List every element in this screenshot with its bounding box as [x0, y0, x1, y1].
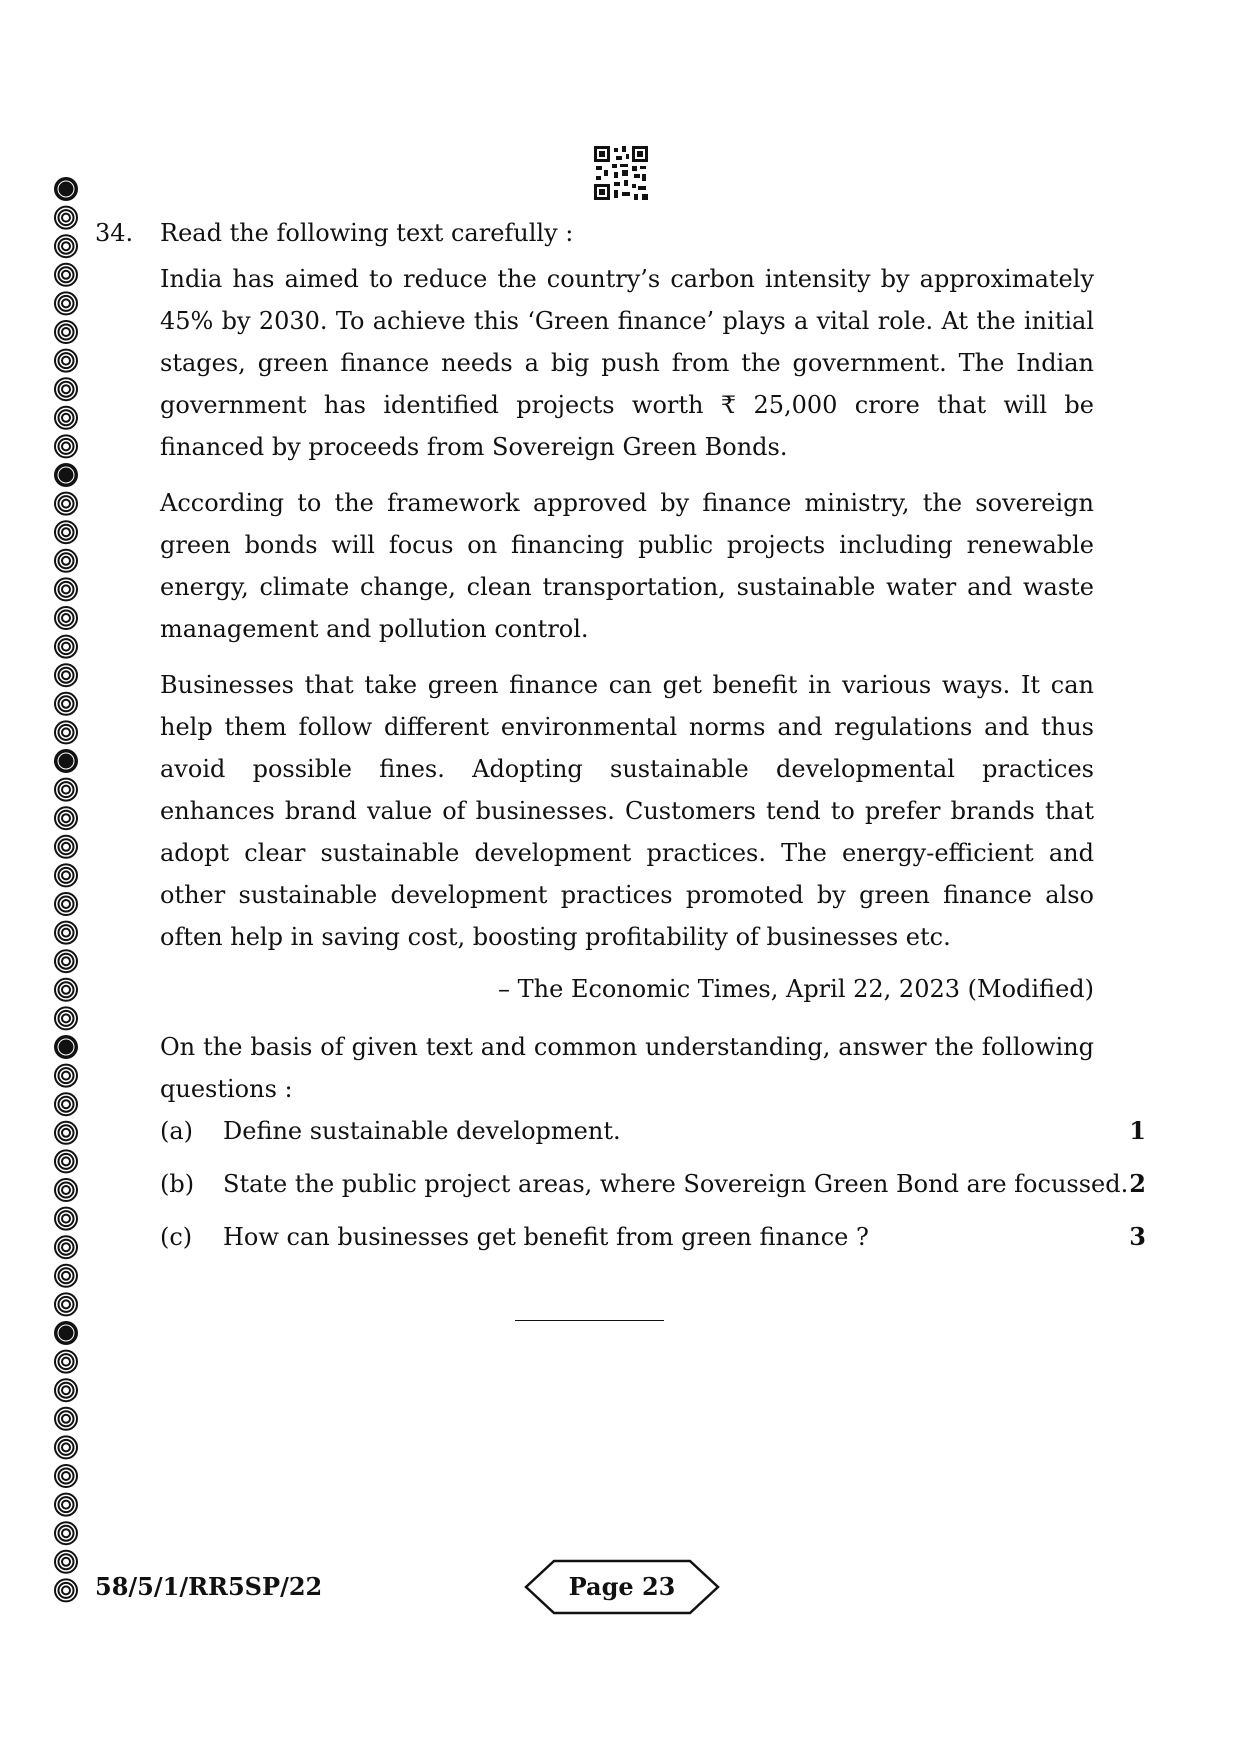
question-number: 34.: [95, 219, 134, 247]
ring-circle-mark: [55, 807, 77, 829]
filled-circle-mark: [54, 177, 78, 201]
ring-circle-mark: [55, 1208, 77, 1230]
ring-circle-mark: [55, 636, 77, 658]
page-badge: [524, 1559, 720, 1615]
ring-circle-mark: [55, 207, 77, 229]
paper-code: 58/5/1/RR5SP/22: [95, 1572, 323, 1601]
ring-circle-mark: [55, 979, 77, 1001]
subquestion-label: (a): [160, 1117, 194, 1145]
subquestion-text: Define sustainable development.: [223, 1117, 621, 1145]
ring-circle-mark: [55, 1351, 77, 1373]
ring-circle-mark: [55, 779, 77, 801]
subquestion-marks: 3: [1129, 1222, 1146, 1251]
subquestion-text: State the public project areas, where Sovereign Green Bond are focussed.: [223, 1170, 1129, 1198]
ring-circle-mark: [55, 607, 77, 629]
ring-circle-mark: [55, 378, 77, 400]
ring-circle-mark: [55, 1093, 77, 1115]
ring-circle-mark: [55, 407, 77, 429]
ring-circle-mark: [55, 1150, 77, 1172]
ring-circle-mark: [55, 836, 77, 858]
ring-circle-mark: [55, 664, 77, 686]
ring-circle-mark: [55, 1065, 77, 1087]
filled-circle-mark: [54, 749, 78, 773]
ring-circle-mark: [55, 1436, 77, 1458]
ring-circle-mark: [55, 350, 77, 372]
qr-code-icon: [594, 146, 648, 200]
ring-circle-mark: [55, 1122, 77, 1144]
ring-circle-mark: [55, 1551, 77, 1573]
ring-circle-mark: [55, 1293, 77, 1315]
page-number: Page 23: [568, 1572, 676, 1601]
subquestion-marks: 2: [1129, 1169, 1146, 1198]
passage-paragraph-3: Businesses that take green finance can get benefit in various ways. It can help them follow different environmental norms and regulations and thus avoid possible fines. Adopting sustainable developmental practices enhances brand value of businesses. Customers tend to prefer brands that adopt clear sustainable development practices. The energy-efficient and other sustainable development practices promoted by green finance also often help in saving cost, boosting profitability of businesses etc.: [160, 671, 1094, 951]
ring-circle-mark: [55, 578, 77, 600]
subquestion-label: (b): [160, 1170, 195, 1198]
ring-circle-mark: [55, 1379, 77, 1401]
ring-circle-mark: [55, 693, 77, 715]
ring-circle-mark: [55, 292, 77, 314]
ring-circle-mark: [55, 922, 77, 944]
subquestion-label: (c): [160, 1223, 193, 1251]
ring-circle-mark: [55, 1236, 77, 1258]
end-of-question-rule: [515, 1320, 664, 1321]
ring-circle-mark: [55, 1007, 77, 1029]
ring-circle-mark: [55, 1179, 77, 1201]
ring-circle-mark: [55, 550, 77, 572]
circle-border-marks: [53, 176, 79, 1606]
subquestion-text: How can businesses get benefit from green finance ?: [223, 1223, 869, 1251]
ring-circle-mark: [55, 721, 77, 743]
ring-circle-mark: [55, 264, 77, 286]
ring-circle-mark: [55, 1522, 77, 1544]
ring-circle-mark: [55, 950, 77, 972]
passage-source: – The Economic Times, April 22, 2023 (Modified): [498, 975, 1094, 1003]
passage-paragraph-2: According to the framework approved by finance ministry, the sovereign green bonds will focus on financing public projects including renewable energy, climate change, clean transportation, sustainable water and waste management and pollution control.: [160, 489, 1094, 643]
ring-circle-mark: [55, 1408, 77, 1430]
ring-circle-mark: [55, 1494, 77, 1516]
question-intro: Read the following text carefully :: [160, 219, 574, 247]
filled-circle-mark: [54, 1321, 78, 1345]
ring-circle-mark: [55, 321, 77, 343]
ring-circle-mark: [55, 521, 77, 543]
ring-circle-mark: [55, 864, 77, 886]
subquestion-marks: 1: [1129, 1116, 1146, 1145]
filled-circle-mark: [54, 463, 78, 487]
ring-circle-mark: [55, 435, 77, 457]
ring-circle-mark: [55, 1265, 77, 1287]
filled-circle-mark: [54, 1035, 78, 1059]
ring-circle-mark: [55, 893, 77, 915]
ring-circle-mark: [55, 1465, 77, 1487]
passage-paragraph-1: India has aimed to reduce the country’s carbon intensity by approximately 45% by 2030. To achieve this ‘Green finance’ plays a vital role. At the initial stages, green finance needs a big push from the government. The Indian government has identified projects worth ₹ 25,000 crore that will be financed by proceeds from Sovereign Green Bonds.: [160, 265, 1094, 461]
ring-circle-mark: [55, 235, 77, 257]
ring-circle-mark: [55, 493, 77, 515]
ring-circle-mark: [55, 1579, 77, 1601]
question-instruction: On the basis of given text and common understanding, answer the following questions :: [160, 1033, 1094, 1103]
